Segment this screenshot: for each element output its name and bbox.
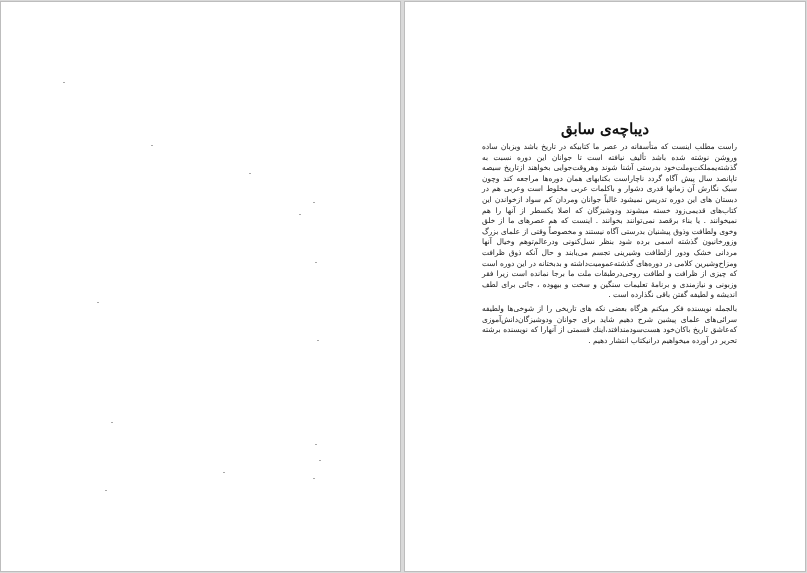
scan-speck — [111, 422, 113, 423]
scan-speck — [63, 82, 65, 83]
scan-speck — [97, 302, 99, 303]
page-title: دیباچه‌ی سابق — [560, 120, 650, 138]
paragraph: راست مطلب اینست که متأسفانه در عصر ما کتابیکه در تاریخ باشد وبزبان ساده وروشن نوشته شده باشد تألیف نیافته است تا جوانان این دوره نسبت به گذشته‌یمملکت‌وملت‌خود بدرستی آشنا شوند وهروقت‌جوایی بخواهند ازتاریخ سیصه تاپانصد سال پیش آگاه گردد ناچاراست بکتابهای همان دوره‌ها مراجعه کند وچون سبک نگارش آن زمانها قدری دشوار و باکلمات عربی مخلوط است وعربی هم در دبستان های این دوره تدریس نمیشود غالباً جوانان ومردان کم سواد ازخواندن این کتاب‌های قدیمی‌زود خسته میشوند ودوشیزگان که اصلا یکسطر از آنها را هم نمیخوانند . یا بناء برقصد نمی‌توانند بخوانند . اینست که هم عصرهای ما از خلق وخوی ولطافت وذوق پیشنیان بدرستی آگاه نیستند و مخصوصاً وقتی از علمای بزرگ وزورخانیون گذشته اسمی برده شود بنظر نسل‌کنونی ودرعالم‌توهم وخیال آنها مردانی خشک ودور ازلطافت وشیرینی تجسم می‌یابند و حال آنکه ذوق ظرافت ومزاح‌وشیرین کلامی در دوره‌های گذشته‌عمومیت‌داشته و بدبختانه در این دوره است که چیزی از ظرافت و لطافت روحی‌درطبقات ملت ما برجا نمانده است زیرا فقر وزبونی و نیازمندی و برنامهٔ تعلیمات سنگین و سخت و بیهوده ، جائی برای لطف اندیشه و لطیفه گفتن باقی نگذارده است . — [482, 142, 737, 300]
scan-speck — [313, 478, 315, 479]
body-text — [482, 142, 737, 346]
scan-speck — [299, 214, 301, 215]
paragraph: بالجمله نویسنده فکر میکنم هرگاه بعضی نکه های تاریخی را از شوخی‌ها ولطیفه سرائی‌های علمای پیشین شرح دهیم شاید برای جوانان ودوشیزگان‌دانش‌آموزی که‌عاشق تاریخ باکان‌خود هست‌سودمندافتد،اینك قسمتی از آنهارا که نویسنده برشته تحریر در آورده میخواهیم درانیکتاب انتشار دهیم . — [482, 303, 737, 345]
scan-speck — [319, 460, 321, 461]
right-page — [405, 2, 805, 571]
scan-speck — [249, 173, 251, 174]
scan-speck — [223, 472, 225, 473]
scan-speck — [317, 340, 319, 341]
scan-speck — [105, 490, 107, 491]
scan-speck — [315, 262, 317, 263]
scan-speck — [151, 145, 153, 146]
scan-speck — [315, 444, 317, 445]
scan-speck — [313, 202, 315, 203]
left-page — [1, 2, 400, 571]
